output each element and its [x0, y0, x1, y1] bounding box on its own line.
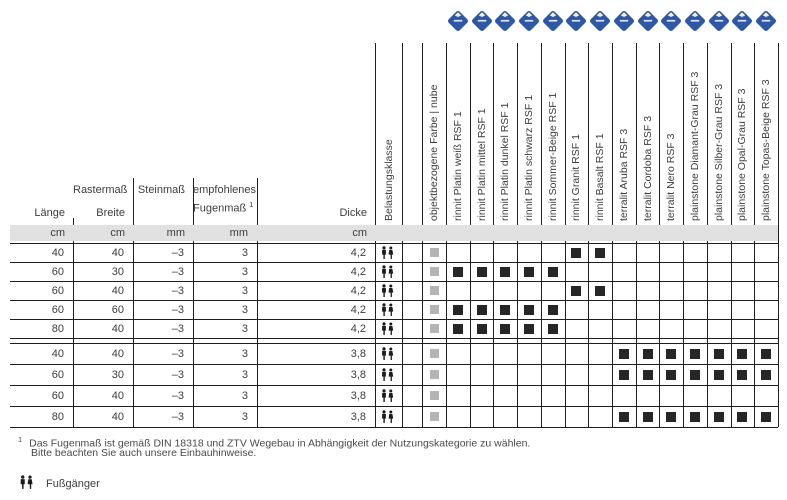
cell-laenge: 80 [51, 410, 64, 423]
objektfarbe-gray-square [430, 412, 439, 421]
product-column-label: rinnit Platin schwarz RSF 1 [523, 94, 535, 221]
units-row [10, 225, 778, 241]
cell-fugenmass: 3 [241, 303, 248, 316]
objektfarbe-gray-square [430, 370, 439, 379]
brand-diamond-icon [540, 8, 566, 39]
availability-square [453, 267, 463, 277]
product-column-label: rinnit Platin mittel RSF 1 [475, 108, 488, 221]
cell-dicke: 3,8 [350, 410, 366, 423]
availability-square [524, 324, 534, 334]
availability-square [548, 267, 558, 277]
cell-breite: 40 [111, 246, 124, 259]
availability-square [690, 349, 700, 359]
availability-square [737, 370, 747, 380]
cell-laenge: 40 [51, 347, 64, 360]
cell-dicke: 4,2 [350, 303, 366, 316]
product-column-label: plainstone Silber-Grau RSF 3 [712, 83, 725, 221]
header-fugenmass-line2 [193, 198, 253, 216]
cell-fugenmass: 3 [241, 347, 248, 360]
availability-square [595, 286, 605, 296]
availability-square [619, 412, 629, 422]
cell-steinmass: –3 [171, 246, 184, 259]
footnote-line2: Bitte beachten Sie auch unsere Einbauhinweise. [31, 447, 257, 459]
pedestrian-icon [380, 389, 396, 408]
cell-breite: 60 [111, 303, 124, 316]
availability-square [571, 248, 581, 258]
cell-fugenmass: 3 [241, 410, 248, 423]
availability-square [548, 305, 558, 315]
availability-square [453, 305, 463, 315]
legend-label: Fußgänger [46, 478, 100, 490]
product-column-label: plainstone Diamant-Grau RSF 3 [689, 71, 701, 221]
availability-square [619, 349, 629, 359]
pedestrian-icon [380, 303, 396, 322]
pedestrian-icon [380, 284, 396, 303]
pedestrian-icon [380, 410, 396, 429]
header-objektfarbe: objektbezogene Farbe | nube [428, 84, 440, 221]
availability-square [524, 267, 534, 277]
availability-square [690, 412, 700, 422]
product-column-label: rinnit Basalt RSF 1 [594, 133, 607, 221]
header-fugenmass-line1: empfohlenes [193, 184, 256, 196]
unit-dicke: cm [352, 227, 367, 239]
availability-square [619, 370, 629, 380]
cell-fugenmass: 3 [241, 368, 248, 381]
cell-dicke: 3,8 [350, 368, 366, 381]
objektfarbe-gray-square [430, 286, 439, 295]
unit-steinmass: mm [166, 227, 185, 239]
cell-fugenmass: 3 [241, 322, 248, 335]
cell-breite: 40 [111, 322, 124, 335]
cell-laenge: 60 [51, 265, 64, 278]
footnote-text1: Das Fugenmaß ist gemäß DIN 18318 und ZTV Wegebau in Abhängigkeit der Nutzungskategorie zu wählen. [29, 437, 531, 450]
availability-square [714, 370, 724, 380]
objektfarbe-gray-square [430, 391, 439, 400]
unit-laenge: cm [50, 227, 65, 239]
availability-square [643, 349, 653, 359]
availability-square [500, 305, 510, 315]
brand-diamond-icon [635, 8, 661, 39]
brand-diamond-icon [729, 8, 755, 39]
cell-steinmass: –3 [171, 410, 184, 423]
cell-fugenmass: 3 [241, 389, 248, 402]
pedestrian-icon [380, 347, 396, 366]
header-belastungsklasse: Belastungsklasse [382, 139, 395, 221]
brand-diamond-icon [469, 8, 495, 39]
availability-square [477, 324, 487, 334]
cell-laenge: 60 [51, 303, 64, 316]
header-breite: Breite [96, 207, 125, 219]
objektfarbe-gray-square [430, 248, 439, 257]
product-column-label: plainstone Opal-Grau RSF 3 [736, 88, 749, 221]
cell-breite: 30 [111, 265, 124, 278]
unit-fugenmass: mm [229, 227, 248, 239]
product-column-label: rinnit Sommer-Beige RSF 1 [546, 92, 559, 221]
availability-square [643, 412, 653, 422]
cell-dicke: 4,2 [350, 284, 366, 297]
cell-laenge: 60 [51, 284, 64, 297]
availability-square [500, 324, 510, 334]
availability-square [761, 412, 771, 422]
pedestrian-icon [18, 475, 36, 495]
cell-breite: 40 [111, 347, 124, 360]
availability-square [714, 412, 724, 422]
footnote-marker: 1 [18, 435, 23, 444]
brand-diamond-icon [706, 8, 732, 39]
availability-square [595, 248, 605, 258]
cell-dicke: 3,8 [350, 389, 366, 402]
cell-dicke: 4,2 [350, 322, 366, 335]
cell-steinmass: –3 [171, 347, 184, 360]
availability-square [737, 412, 747, 422]
objektfarbe-gray-square [430, 349, 439, 358]
availability-square [571, 286, 581, 296]
availability-square [690, 370, 700, 380]
brand-diamond-icon [658, 8, 684, 39]
cell-dicke: 4,2 [350, 265, 366, 278]
product-column-label: terralit Aruba RSF 3 [617, 128, 630, 221]
cell-breite: 40 [111, 389, 124, 402]
product-column-label: terralit Cordoba RSF 3 [641, 115, 654, 221]
cell-fugenmass: 3 [241, 284, 248, 297]
brand-diamond-icon [587, 8, 613, 39]
availability-square [666, 370, 676, 380]
cell-steinmass: –3 [171, 322, 184, 335]
footnote-marker-sup: 1 [249, 200, 254, 209]
objektfarbe-gray-square [430, 305, 439, 314]
cell-breite: 30 [111, 368, 124, 381]
availability-square [453, 324, 463, 334]
cell-breite: 40 [111, 410, 124, 423]
cell-dicke: 4,2 [350, 246, 366, 259]
availability-square [666, 412, 676, 422]
availability-square [477, 267, 487, 277]
brand-diamond-icon [611, 8, 637, 39]
cell-dicke: 3,8 [350, 347, 366, 360]
cell-steinmass: –3 [171, 284, 184, 297]
availability-square [500, 267, 510, 277]
product-column-label: plainstone Topas-Beige RSF 3 [760, 79, 773, 221]
availability-square [666, 349, 676, 359]
brand-diamond-icon [753, 8, 779, 39]
objektfarbe-gray-square [430, 324, 439, 333]
product-column-label: rinnit Granit RSF 1 [570, 134, 583, 221]
availability-square [548, 324, 558, 334]
pedestrian-icon [380, 246, 396, 265]
brand-diamond-icon [563, 8, 589, 39]
cell-fugenmass: 3 [241, 265, 248, 278]
cell-laenge: 80 [51, 322, 64, 335]
pedestrian-icon [380, 322, 396, 341]
pedestrian-icon [380, 265, 396, 284]
header-dicke: Dicke [339, 207, 367, 219]
pedestrian-icon [380, 368, 396, 387]
cell-steinmass: –3 [171, 303, 184, 316]
cell-breite: 40 [111, 284, 124, 297]
availability-square [643, 370, 653, 380]
brand-diamond-icon [492, 8, 518, 39]
cell-fugenmass: 3 [241, 246, 248, 259]
grid-hline [10, 243, 778, 244]
grid-vline [778, 43, 779, 427]
grid-hline [10, 343, 778, 344]
cell-laenge: 60 [51, 368, 64, 381]
availability-square [761, 370, 771, 380]
cell-steinmass: –3 [171, 368, 184, 381]
product-column-label: rinnit Platin weiß RSF 1 [451, 111, 464, 221]
header-laenge: Länge [34, 207, 65, 219]
header-steinmass: Steinmaß [137, 184, 185, 196]
cell-steinmass: –3 [171, 265, 184, 278]
cell-steinmass: –3 [171, 389, 184, 402]
product-column-label: rinnit Platin dunkel RSF 1 [499, 102, 512, 221]
availability-square [524, 305, 534, 315]
objektfarbe-gray-square [430, 267, 439, 276]
brand-diamond-icon [516, 8, 542, 39]
header-fugenmass-text: Fugenmaß [193, 202, 247, 215]
availability-square [714, 349, 724, 359]
availability-square [737, 349, 747, 359]
unit-breite: cm [110, 227, 125, 239]
cell-laenge: 60 [51, 389, 64, 402]
brand-diamond-icon [682, 8, 708, 39]
availability-square [761, 349, 771, 359]
product-column-label: terralit Nero RSF 3 [665, 133, 678, 221]
availability-square [477, 305, 487, 315]
cell-laenge: 40 [51, 246, 64, 259]
brand-diamond-icon [445, 8, 471, 39]
header-rastermass: Rastermaß [73, 184, 128, 196]
